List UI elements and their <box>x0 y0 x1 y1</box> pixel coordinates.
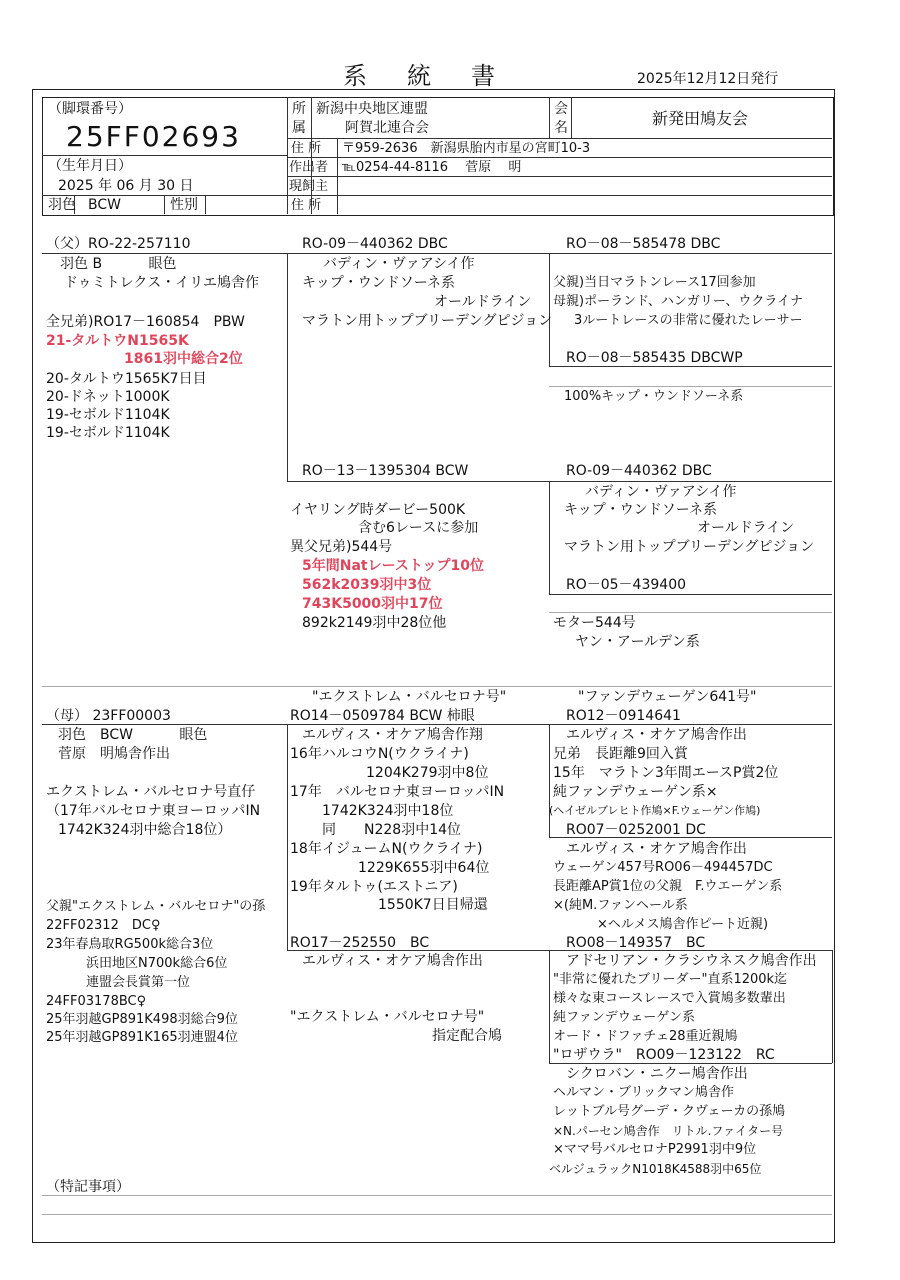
sds-ring: RO-09－440362 DBC <box>566 463 712 479</box>
dsd-line: 長距離AP賞1位の父親 F.ウエーゲン系 <box>553 879 783 894</box>
ddd-line: ×ママ号バルセロナP2991羽中9位 <box>553 1142 757 1157</box>
ring-number: 25FF02693 <box>66 120 241 153</box>
breeder-label: 作出者 <box>289 160 329 175</box>
dds-line: 純ファンデウェーゲン系 <box>553 1010 695 1025</box>
ds-line: 19年タルトゥ(エストニア) <box>290 879 458 895</box>
dsd-ring: RO07－0252001 DC <box>566 822 706 838</box>
sds-line: キップ・ウンドソーネ系 <box>564 502 718 518</box>
sdd-ring: RO－05－439400 <box>566 577 687 593</box>
birth-date: 2025 年 06 月 30 日 <box>58 178 194 194</box>
dds-line: "非常に優れたブリーダー"直系1200k迄 <box>553 972 788 987</box>
sex-label: 性別 <box>170 197 198 213</box>
sire-result: 20-ドネット1000K <box>46 389 170 405</box>
sire-result: 19-セボルド1104K <box>46 425 170 441</box>
dss-ring: RO12－0914641 <box>566 708 681 724</box>
ds-breeder: エルヴィス・オケア鳩舎作翔 <box>302 727 483 743</box>
club-label-1: 会 <box>554 101 568 117</box>
dam-sib-line: 25年羽越GP891K498羽総合9位 <box>46 1012 238 1027</box>
dss-line: 兄弟 長距離9回入賞 <box>553 746 688 762</box>
sd-red-line: 743K5000羽中17位 <box>302 596 443 612</box>
ddd-line: ヘルマン・ブリックマン鳩舎作 <box>553 1085 734 1100</box>
ddd-line: レットブル号グーデ・クヴェーカの孫鳩 <box>553 1104 786 1119</box>
affil-label-2: 属 <box>292 120 306 136</box>
ss-line: キップ・ウンドソーネ系 <box>302 275 456 291</box>
affil-line2: 阿賀北連合会 <box>345 120 429 136</box>
ds-line: 同 N228羽中14位 <box>322 822 462 838</box>
dss-line: (ヘイゼルブレヒト作鳩×F.ウェーゲン作鳩) <box>549 804 761 817</box>
dds-line: 様々な東コースレースで入賞鳩多数輩出 <box>553 991 786 1006</box>
dam-sib-line: 父親"エクストレム・バルセロナ"の孫 <box>46 899 266 914</box>
sss-line: 父親)当日マラトンレース17回参加 <box>553 275 756 290</box>
dd-note: 指定配合鳩 <box>432 1028 502 1044</box>
dam-line: エクストレム・バルセロナ号直仔 <box>46 784 256 800</box>
dss-line: 15年 マラトン3年間エースP賞2位 <box>553 765 779 781</box>
ddd-breeder: シクロバン・ニクー鳩舎作出 <box>566 1066 748 1082</box>
sdd-line: モター544号 <box>553 615 636 631</box>
ddd-line: ベルジュラックN1018K4588羽中65位 <box>549 1162 762 1176</box>
sss-line: 母親)ポーランド、ハンガリー、ウクライナ <box>553 294 803 309</box>
dss-breeder: エルヴィス・オケア鳩舎作出 <box>566 727 747 743</box>
owner-address-label: 住 所 <box>291 198 322 213</box>
dam-sib-line: 浜田地区N700k総合6位 <box>86 956 228 971</box>
ds-ring: RO14－0509784 BCW 柿眼 <box>290 708 475 724</box>
club-label-2: 名 <box>554 120 568 136</box>
ssd-ring: RO－08－585435 DBCWP <box>566 350 743 366</box>
sd-red-line: 562k2039羽中3位 <box>302 577 432 593</box>
dam-sib-line: 23年春鳥取RG500k総合3位 <box>46 937 214 952</box>
ds-line: 17年 バルセロナ東ヨーロッパIN <box>290 784 505 800</box>
sire-color: 羽色 B 眼色 <box>60 256 177 272</box>
breeder-value: ℡0254-44-8116 菅原 明 <box>342 160 522 175</box>
affil-label-1: 所 <box>292 101 306 117</box>
ds-line: 1742K324羽中18位 <box>322 803 454 819</box>
ds-line: 18年イジュームN(ウクライナ) <box>290 841 483 857</box>
dam-sib-line: 25年羽越GP891K165羽連盟4位 <box>46 1030 238 1045</box>
affil-line1: 新潟中央地区連盟 <box>316 101 428 117</box>
dsd-line: ×ヘルメス鳩舎作ピート近親) <box>597 917 769 932</box>
sdd-line: ヤン・アールデン系 <box>575 634 700 650</box>
address-label: 住 所 <box>291 141 322 156</box>
sd-ring: RO－13－1395304 BCW <box>302 463 469 479</box>
dam-breeder: 菅原 明鳩舎作出 <box>58 746 170 762</box>
sss-line: 3ルートレースの非常に優れたレーサー <box>574 313 803 328</box>
ss-ring: RO-09－440362 DBC <box>302 236 448 252</box>
dd-name: "エクストレム・バルセロナ号" <box>290 1009 485 1025</box>
ds-name: "エクストレム・バルセロナ号" <box>312 689 507 705</box>
sss-ring: RO－08－585478 DBC <box>566 236 721 252</box>
dd-ring: RO17－252550 BC <box>290 935 430 951</box>
sire-result-red: 21-タルトウN1565K <box>46 333 189 349</box>
sd-red-line: 5年間Natレーストップ10位 <box>302 558 484 574</box>
ds-line: 16年ハルコウN(ウクライナ) <box>290 746 469 762</box>
ds-line: 1550K7日目帰還 <box>378 897 488 913</box>
sds-line: マラトン用トップブリーデングピジョン <box>564 539 815 555</box>
dds-ring: RO08－149357 BC <box>566 935 706 951</box>
dds-line: オード・ドファチェ28重近親鳩 <box>553 1029 738 1044</box>
sire-result: 19-セボルド1104K <box>46 407 170 423</box>
color-value: BCW <box>88 197 121 213</box>
dss-line: 純ファンデウェーゲン系× <box>553 784 718 800</box>
dsd-line: ウェーゲン457号RO06－494457DC <box>553 860 773 875</box>
sire-label: （父）RO-22-257110 <box>46 236 191 252</box>
sire-result-red: 1861羽中総合2位 <box>124 351 243 367</box>
page-title: 系統書 <box>343 62 535 90</box>
ss-breeder: バディン・ヴァアシイ作 <box>323 256 475 272</box>
notes-label: （特記事項） <box>46 1179 130 1195</box>
birth-label: （生年月日） <box>48 158 132 174</box>
ring-label: （脚環番号） <box>48 101 132 117</box>
color-label: 羽色 <box>48 197 76 213</box>
ddd-line: ×N.パーセン鳩舎作 リトル.ファイター号 <box>553 1124 784 1138</box>
ds-line: 1229K655羽中64位 <box>358 860 490 876</box>
dsd-line: ×(純M.ファンヘール系 <box>553 898 688 913</box>
dam-line: （17年バルセロナ東ヨーロッパIN <box>46 803 261 819</box>
sire-breeder: ドゥミトレクス・イリエ鳩舎作 <box>64 275 259 291</box>
sds-line: オールドライン <box>697 520 795 536</box>
sd-line: 異父兄弟)544号 <box>290 539 393 555</box>
dds-breeder: アドセリアン・クラシウネスク鳩舎作出 <box>566 953 817 969</box>
dd-breeder: エルヴィス・オケア鳩舎作出 <box>302 953 483 969</box>
address-value: 〒959-2636 新潟県胎内市星の宮町10-3 <box>342 141 591 156</box>
sd-line: イヤリング時ダービー500K <box>290 502 466 518</box>
sire-result: 20-タルトウ1565K7日目 <box>46 371 207 387</box>
sire-sibling: 全兄弟)RO17－160854 PBW <box>46 314 245 330</box>
ss-line: マラトン用トップブリーデングピジョン <box>302 313 553 329</box>
sd-line: 含む6レースに参加 <box>358 520 479 536</box>
ss-line: オールドライン <box>434 294 532 310</box>
ddd-ring: "ロザウラ" RO09－123122 RC <box>553 1047 775 1063</box>
issue-date: 2025年12月12日発行 <box>637 71 779 87</box>
owner-label: 現飼主 <box>289 179 329 194</box>
ssd-line: 100%キップ・ウンドソーネ系 <box>564 389 744 404</box>
dam-line: 1742K324羽中総合18位） <box>58 822 232 838</box>
dam-color: 羽色 BCW 眼色 <box>58 727 208 743</box>
dam-sib-line: 24FF03178BC♀ <box>46 994 147 1009</box>
club-name: 新発田鳩友会 <box>652 109 749 128</box>
dsd-breeder: エルヴィス・オケア鳩舎作出 <box>566 841 747 857</box>
sd-line: 892k2149羽中28位他 <box>302 615 447 631</box>
sds-breeder: バディン・ヴァアシイ作 <box>585 484 737 500</box>
ds-line: 1204K279羽中8位 <box>366 765 489 781</box>
dam-label: （母） 23FF00003 <box>46 708 171 724</box>
dam-sib-line: 連盟会長賞第一位 <box>86 975 191 990</box>
dss-name: "ファンデウェーゲン641号" <box>578 689 757 705</box>
dam-sib-line: 22FF02312 DC♀ <box>46 918 161 933</box>
